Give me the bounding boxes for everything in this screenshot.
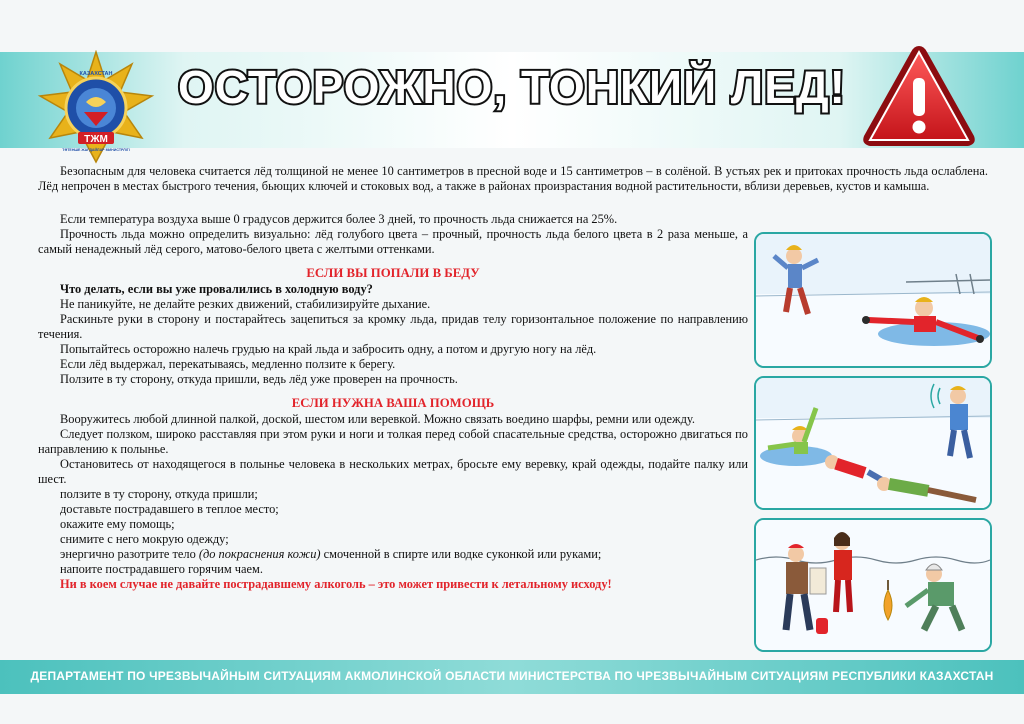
rub-text-end: смоченной в спирте или водке суконкой или руками; <box>320 547 602 561</box>
section-paragraph: Ползите в ту сторону, откуда пришли, ведь лёд уже проверен на прочность. <box>60 372 458 386</box>
logo-center-text: ТЖМ <box>84 134 108 145</box>
help-step-rub <box>38 547 748 562</box>
illustration-first-aid <box>754 518 992 652</box>
logo-ring-top-text: КАЗАХСТАН <box>79 71 113 77</box>
rub-italic: (до покраснения кожи) <box>198 547 321 561</box>
illustration-crawling-rescue <box>754 376 992 510</box>
help-step: ползите в ту сторону, откуда пришли; <box>60 487 258 501</box>
illustration-fallen-through-ice <box>754 232 992 368</box>
main-text <box>38 212 748 592</box>
section-question: Что делать, если вы уже провалились в холодную воду? <box>60 282 373 296</box>
help-step: напоите пострадавшего горячим чаем. <box>60 562 263 576</box>
logo-ring-bottom-text: ТӨТЕНШЕ ЖАҒДАЙЛАР МИНИСТРЛІГІ <box>62 148 130 152</box>
help-step: снимите с него мокрую одежду; <box>60 532 229 546</box>
intro-paragraph: Если температура воздуха выше 0 градусов держится более 3 дней, то прочность льда снижается на 25%. <box>60 212 618 226</box>
section-heading-help: ЕСЛИ НУЖНА ВАША ПОМОЩЬ <box>291 396 495 410</box>
section-paragraph: Не паникуйте, не делайте резких движений, стабилизируйте дыхание. <box>60 297 431 311</box>
alcohol-warning: Ни в коем случае не давайте пострадавшему алкоголь – это может привести к летальному исходу! <box>60 577 612 591</box>
intro-paragraph: Безопасным для человека считается лёд толщиной не менее 10 сантиметров в пресной воде и 15 сантиметров – в солёной. В устьях рек и притоках прочность льда ослаблена. Лёд непрочен в местах быстрого течения, бьющих ключей и стоковых вод, а также в районах произрастания водной растительности, вблизи деревьев, кустов и камыша. <box>38 164 988 193</box>
section-heading-trouble: ЕСЛИ ВЫ ПОПАЛИ В БЕДУ <box>306 266 480 280</box>
section-paragraph: Следует ползком, широко расставляя при этом руки и ноги и толкая перед собой спасательные средства, осторожно двигаться по направлению к полынье. <box>38 427 748 456</box>
exclamation-bar <box>913 78 925 116</box>
warning-triangle-icon <box>860 42 978 150</box>
section-paragraph: Раскиньте руки в сторону и постарайтесь зацепиться за кромку льда, придав телу горизонтальное положение по направлению течения. <box>38 312 748 341</box>
section-paragraph: Попытайтесь осторожно налечь грудью на край льда и забросить одну, а потом и другую ногу на лёд. <box>60 342 597 356</box>
section-paragraph: Вооружитесь любой длинной палкой, доской, шестом или веревкой. Можно связать воедино шарфы, ремни или одежду. <box>60 412 695 426</box>
section-paragraph: Если лёд выдержал, перекатываясь, медленно ползите к берегу. <box>60 357 396 371</box>
rub-text: энергично разотрите тело <box>60 547 199 561</box>
intro-paragraph: Прочность льда можно определить визуально: лёд голубого цвета – прочный, прочность льда белого цвета в 2 раза меньше, а самый ненадежный лёд серого, матово-белого цвета с желтыми оттенками. <box>38 227 748 256</box>
section-paragraph: Остановитесь от находящегося в полынье человека в нескольких метрах, бросьте ему веревку, край одежды, подайте палку или шест. <box>38 457 748 486</box>
help-step: доставьте пострадавшего в теплое место; <box>60 502 279 516</box>
help-step: окажите ему помощь; <box>60 517 175 531</box>
exclamation-dot <box>913 121 926 134</box>
footer-department: ДЕПАРТАМЕНТ ПО ЧРЕЗВЫЧАЙНЫМ СИТУАЦИЯМ АКМОЛИНСКОЙ ОБЛАСТИ МИНИСТЕРСТВА ПО ЧРЕЗВЫЧАЙНЫМ СИТУАЦИЯМ РЕСПУБЛИКИ КАЗАХСТАН <box>30 669 994 683</box>
page-title: ОСТОРОЖНО, ТОНКИЙ ЛЕД! <box>178 61 846 113</box>
intro-block <box>38 164 988 194</box>
